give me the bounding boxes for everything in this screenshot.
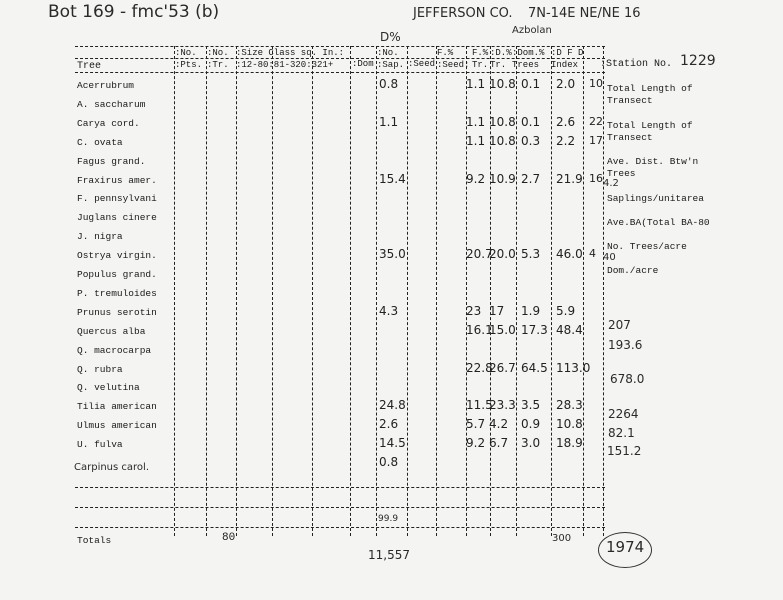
cell-sap: 14.5 <box>379 436 406 451</box>
handwritten-sap-sum: 99.9 <box>378 514 399 524</box>
handwritten-side-4-2: 4.2 <box>603 178 619 189</box>
handwritten-index-sum: 300 <box>552 533 572 544</box>
cell-sap: 0.8 <box>379 77 399 91</box>
header-fseed: F.% :Seed: <box>437 48 470 70</box>
handwritten-location: 7N-14E NE/NE 16 <box>528 6 641 21</box>
totals-tr: 80 <box>222 532 236 544</box>
cell-f: 1.1 <box>466 77 486 91</box>
species-name: Q. velutina <box>77 382 140 394</box>
label-saplings: Saplings/unitarea <box>607 193 704 204</box>
header-dom: :Dom <box>352 59 374 69</box>
cell-d: 15.0 <box>489 322 516 337</box>
handwritten-dom-mark: D% <box>380 30 401 44</box>
header-seed: :Seed <box>408 59 436 69</box>
cell-x: 4 <box>589 247 596 261</box>
label-dom-acre: Dom./acre <box>607 265 659 276</box>
cell-d: 10.8 <box>489 133 516 148</box>
species-name: P. tremuloides <box>77 287 157 299</box>
species-name: F. pennsylvani <box>77 193 157 205</box>
handwritten-sub: Azbolan <box>512 25 552 36</box>
header-dom-trees: :Dom.% Trees <box>512 48 545 70</box>
cell-idx: 46.0 <box>556 247 583 262</box>
label-total-length-2: Total Length of Transect <box>607 120 693 143</box>
handwritten-total: 11,557 <box>368 548 410 562</box>
cell-x: 10 <box>589 77 603 90</box>
totals-label: Totals <box>77 535 112 546</box>
cell-idx: 10.8 <box>556 417 583 432</box>
cell-dom: 1.9 <box>521 303 541 318</box>
handwritten-side-40: 40 <box>603 252 616 263</box>
species-name: Fagus grand. <box>77 155 146 167</box>
cell-d: 17 <box>489 303 505 318</box>
handwritten-county: JEFFERSON CO. <box>413 6 513 21</box>
label-ave-dist: Ave. Dist. Btw'n Trees <box>607 156 699 179</box>
cell-x: 17 <box>589 133 603 147</box>
header-station-label: :Station No. <box>600 59 673 70</box>
cell-sap: 1.1 <box>379 114 399 129</box>
cell-d: 20.0 <box>489 247 516 262</box>
species-name: Juglans cinere <box>77 212 157 224</box>
label-ave-ba: Ave.BA(Total BA-80 <box>607 217 710 228</box>
cell-idx: 18.9 <box>556 436 583 451</box>
cell-sap: 4.3 <box>379 303 399 318</box>
species-name: Q. rubra <box>77 363 123 375</box>
cell-f: 22.8 <box>466 360 493 375</box>
species-name: A. saccharum <box>77 98 146 110</box>
cell-d: 26.7 <box>489 360 516 375</box>
header-no-tr: :No. :Tr. <box>207 48 229 70</box>
side-value-1: 207 <box>608 318 631 332</box>
side-value-3: 678.0 <box>610 372 645 386</box>
handwritten-station: 1229 <box>680 53 716 69</box>
cell-f: 9.2 <box>466 436 486 451</box>
cell-idx: 21.9 <box>556 171 583 186</box>
header-f-tr: F.% Tr. <box>472 48 489 70</box>
handwritten-reference: Bot 169 - fmc'53 (b) <box>48 2 220 22</box>
cell-sap: 24.8 <box>379 398 406 413</box>
cell-sap: 15.4 <box>379 171 406 186</box>
cell-dom: 5.3 <box>521 247 541 262</box>
cell-idx: 113.0 <box>556 360 591 375</box>
header-sap: :No. :Sap. <box>377 48 405 70</box>
species-name: Tilia american <box>77 401 157 413</box>
cell-idx: 48.4 <box>556 322 583 337</box>
cell-dom: 3.5 <box>521 398 541 413</box>
cell-sap: 35.0 <box>379 247 406 262</box>
cell-f: 20.7 <box>466 247 493 262</box>
cell-dom: 64.5 <box>521 360 548 375</box>
label-no-trees: No. Trees/acre <box>607 241 687 252</box>
cell-sap: 0.8 <box>379 455 399 469</box>
side-value-5: 82.1 <box>608 426 635 440</box>
species-name: Ostrya virgin. <box>77 250 157 262</box>
header-no-pts: :No. :Pts. <box>175 48 203 70</box>
cell-dom: 0.1 <box>521 77 541 91</box>
species-name: J. nigra <box>77 231 123 243</box>
cell-idx: 28.3 <box>556 398 583 413</box>
cell-dom: 0.3 <box>521 133 541 148</box>
header-tree: Tree <box>77 61 102 72</box>
cell-f: 1.1 <box>466 133 486 148</box>
cell-dom: 3.0 <box>521 436 541 451</box>
cell-x: 22 <box>589 114 603 128</box>
header-d-tr: :D.% Tr. <box>490 48 512 70</box>
cell-idx: 5.9 <box>556 303 576 318</box>
cell-idx: 2.0 <box>556 77 576 91</box>
cell-f: 23 <box>466 303 482 318</box>
species-name: Acerrubrum <box>77 80 135 91</box>
cell-f: 16.1 <box>466 322 493 337</box>
species-name: Quercus alba <box>77 325 146 337</box>
cell-dom: 17.3 <box>521 322 548 337</box>
cell-d: 6.7 <box>489 436 509 451</box>
cell-d: 10.9 <box>489 171 516 186</box>
cell-f: 5.7 <box>466 417 486 432</box>
side-value-4: 2264 <box>608 407 639 421</box>
cell-d: 10.8 <box>489 114 516 129</box>
species-name: Fraxirus amer. <box>77 174 157 186</box>
cell-d: 4.2 <box>489 417 509 432</box>
cell-idx: 2.2 <box>556 133 576 148</box>
handwritten-year: 1974 <box>606 538 645 556</box>
cell-dom: 2.7 <box>521 171 541 186</box>
species-name: Q. macrocarpa <box>77 344 152 356</box>
cell-d: 23.3 <box>489 398 516 413</box>
side-value-2: 193.6 <box>608 338 643 352</box>
cell-x: 16 <box>589 171 603 185</box>
cell-f: 9.2 <box>466 171 486 186</box>
species-name: Prunus serotin <box>77 306 157 318</box>
header-size-class: :Size Class sq. In.: :12-80:81-320:321+ <box>236 48 345 70</box>
cell-f: 1.1 <box>466 114 486 129</box>
species-name: Populus grand. <box>77 269 157 280</box>
cell-d: 10.8 <box>489 77 516 91</box>
cell-sap: 2.6 <box>379 417 399 432</box>
cell-dom: 0.1 <box>521 114 541 129</box>
label-total-length-1: Total Length of Transect <box>607 83 693 106</box>
cell-idx: 2.6 <box>556 114 576 129</box>
species-name: Carya cord. <box>77 117 140 129</box>
side-value-6: 151.2 <box>607 444 642 458</box>
cell-dom: 0.9 <box>521 417 541 432</box>
handwritten-extra-species: Carpinus carol. <box>74 462 150 473</box>
header-index: :D F D Index <box>551 48 584 70</box>
cell-f: 11.5 <box>466 398 493 413</box>
species-name: Ulmus american <box>77 420 157 432</box>
species-name: U. fulva <box>77 439 123 451</box>
species-name: C. ovata <box>77 136 123 148</box>
